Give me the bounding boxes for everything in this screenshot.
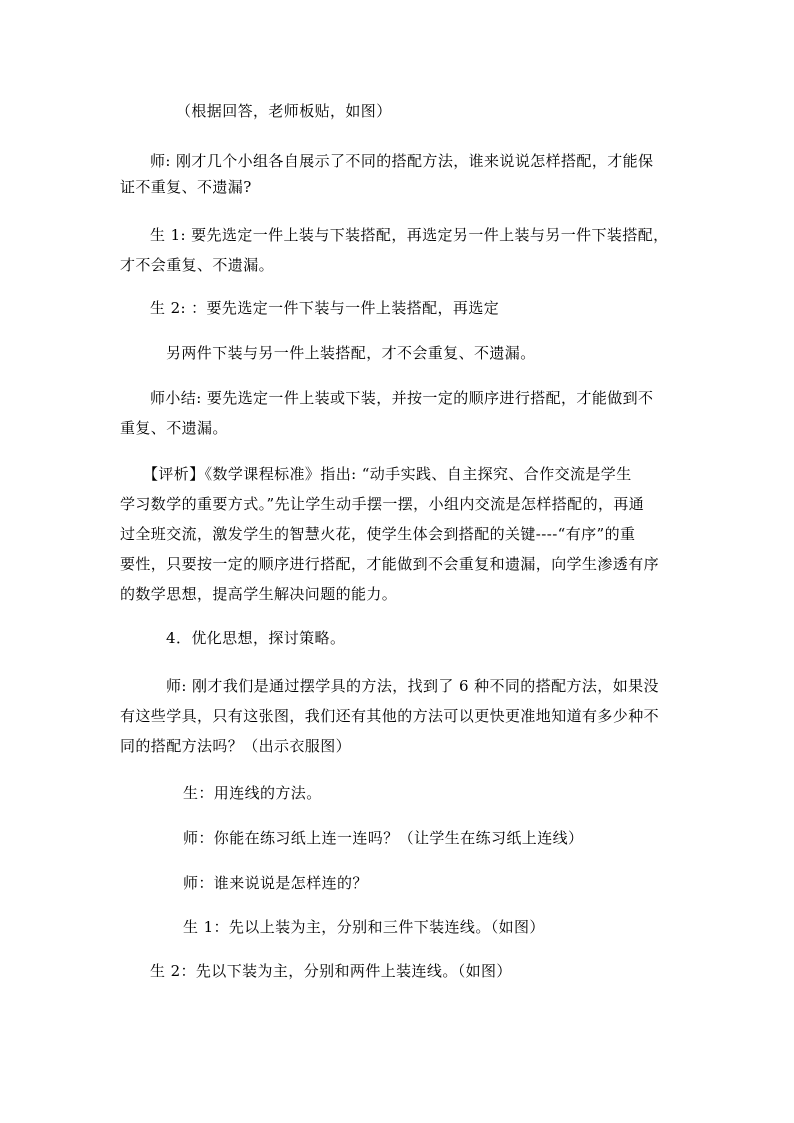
text-line: 的数学思想，提高学生解决问题的能力。 xyxy=(120,585,398,603)
text-line: 师: 刚才几个小组各自展示了不同的搭配方法，谁来说说怎样搭配，才能保 xyxy=(150,152,654,170)
text-line: 生 2：先以下装为主，分别和两件上装连线。（如图） xyxy=(150,962,512,980)
text-line: 另两件下装与另一件上装搭配，才不会重复、不遗漏。 xyxy=(166,344,536,362)
text-line: 生 2: ：要先选定一件下装与一件上装搭配，再选定 xyxy=(150,299,500,317)
text-line: 生 1：先以上装为主，分别和三件下装连线。（如图） xyxy=(183,918,545,936)
text-line: 才不会重复、不遗漏。 xyxy=(120,256,275,274)
text-line: （根据回答，老师板贴，如图） xyxy=(176,102,392,120)
text-line: 生：用连线的方法。 xyxy=(183,784,322,802)
text-line: 有这些学具，只有这张图，我们还有其他的方法可以更快更准地知道有多少种不 xyxy=(120,707,660,725)
text-line: 【评析】《数学课程标准》指出: “动手实践、自主探究、合作交流是学生 xyxy=(143,465,632,483)
text-line: 过全班交流，激发学生的智慧火花，使学生体会到搭配的关键----“有序”的重 xyxy=(120,525,636,543)
section-heading: 4．优化思想，探讨策略。 xyxy=(166,629,346,647)
text-line: 师: 刚才我们是通过摆学具的方法，找到了 6 种不同的搭配方法，如果没 xyxy=(166,677,659,695)
text-line: 同的搭配方法吗？（出示衣服图） xyxy=(120,737,352,755)
text-line: 学习数学的重要方式。”先让学生动手摆一摆，小组内交流是怎样搭配的，再通 xyxy=(120,495,645,513)
text-line: 证不重复、不遗漏? xyxy=(120,178,252,196)
text-line: 师小结: 要先选定一件上装或下装，并按一定的顺序进行搭配，才能做到不 xyxy=(150,389,654,407)
text-line: 师：谁来说说是怎样连的？ xyxy=(183,874,368,892)
text-line: 生 1: 要先选定一件上装与下装搭配，再选定另一件上装与另一件下装搭配， xyxy=(150,226,669,244)
text-line: 要性，只要按一定的顺序进行搭配，才能做到不会重复和遗漏，向学生渗透有序 xyxy=(120,555,660,573)
text-line: 师：你能在练习纸上连一连吗？（让学生在练习纸上连线） xyxy=(183,829,584,847)
text-line: 重复、不遗漏。 xyxy=(120,419,228,437)
